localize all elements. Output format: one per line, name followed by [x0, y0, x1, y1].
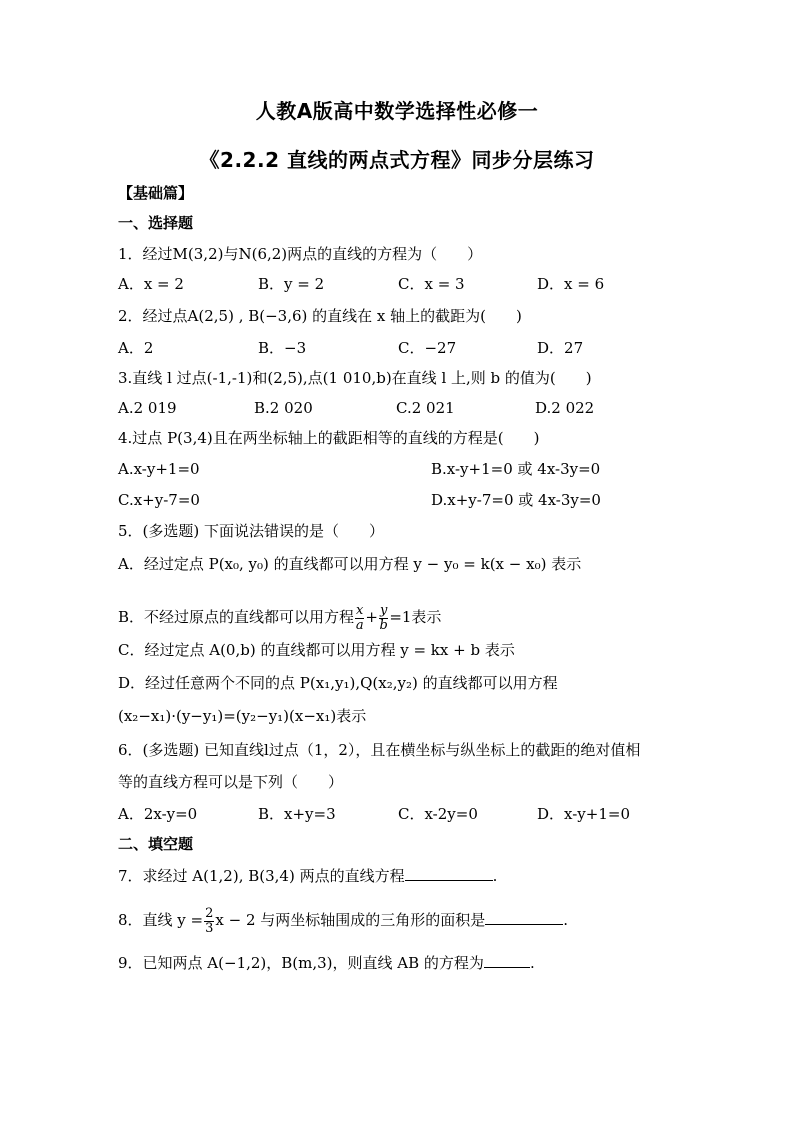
- q5-option-c: C．经过定点 A(0,b) 的直线都可以用方程 y = kx + b 表示: [118, 641, 515, 659]
- q6-option-c: C．x-2y=0: [398, 805, 478, 823]
- q3-option-c: C.2 021: [396, 399, 455, 417]
- q3-option-b: B.2 020: [254, 399, 313, 417]
- q2-option-d: D．27: [537, 339, 584, 357]
- q4-option-d: D.x+y-7=0 或 4x-3y=0: [431, 491, 601, 509]
- q7-end: .: [492, 867, 498, 885]
- part1-heading: 一、选择题: [118, 214, 194, 232]
- q6-stem-line2: 等的直线方程可以是下列（ ）: [118, 773, 344, 791]
- q8-prefix: 8．直线 y =: [118, 911, 204, 929]
- section-basic-heading: 【基础篇】: [118, 184, 194, 202]
- q9-stem: 9．已知两点 A(−1,2)，B(m,3)，则直线 AB 的方程为: [118, 954, 484, 972]
- q5-option-b-prefix: B．不经过原点的直线都可以用方程: [118, 608, 355, 626]
- q5-option-d-line2: (x₂−x₁)·(y−y₁)=(y₂−y₁)(x−x₁)表示: [118, 707, 367, 725]
- q5-option-a: A．经过定点 P(x₀, y₀) 的直线都可以用方程 y − y₀ = k(x − x₀) 表示: [118, 555, 582, 573]
- fraction-x-over-a: $\frac{x}{a}$: [355, 602, 364, 633]
- doc-title: 人教A版高中数学选择性必修一: [255, 99, 539, 123]
- q4-option-a: A.x-y+1=0: [118, 460, 200, 478]
- q2-stem: 2．经过点A(2,5) , B(−3,6) 的直线在 x 轴上的截距为( ): [118, 307, 522, 325]
- q7-line: [118, 866, 497, 886]
- q8-line: [118, 900, 568, 940]
- part2-heading: 二、填空题: [118, 835, 194, 853]
- q3-option-d: D.2 022: [535, 399, 595, 417]
- q2-option-b: B．−3: [258, 339, 307, 357]
- q6-option-a: A．2x-y=0: [118, 805, 198, 823]
- q2-option-c: C．−27: [398, 339, 457, 357]
- q7-answer-blank: [405, 866, 493, 881]
- q2-option-a: A．2: [118, 339, 154, 357]
- q7-stem: 7．求经过 A(1,2), B(3,4) 两点的直线方程: [118, 867, 405, 885]
- q5-option-b-suffix: =1表示: [389, 608, 442, 626]
- q1-option-d: D．x = 6: [537, 275, 605, 293]
- q9-line: [118, 953, 535, 973]
- q1-option-c: C．x = 3: [398, 275, 465, 293]
- q8-end: .: [563, 911, 569, 929]
- q5-option-d-line1: D．经过任意两个不同的点 P(x₁,y₁),Q(x₂,y₂) 的直线都可以用方程: [118, 674, 558, 692]
- q5-option-b: B．不经过原点的直线都可以用方程 $\frac{x}{a}$ + $\frac{y}{b}$ =1表示: [118, 602, 442, 633]
- q1-option-b: B．y = 2: [258, 275, 325, 293]
- q6-option-b: B．x+y=3: [258, 805, 336, 823]
- doc-subtitle: 《2.2.2 直线的两点式方程》同步分层练习: [199, 148, 595, 172]
- q1-stem: 1．经过M(3,2)与N(6,2)两点的直线的方程为（ ）: [118, 245, 483, 263]
- q4-stem: 4.过点 P(3,4)且在两坐标轴上的截距相等的直线的方程是( ): [118, 429, 540, 447]
- q4-option-b: B.x-y+1=0 或 4x-3y=0: [431, 460, 601, 478]
- q8-answer-blank: [485, 910, 563, 925]
- q6-option-d: D．x-y+1=0: [537, 805, 630, 823]
- q4-option-c: C.x+y-7=0: [118, 491, 200, 509]
- q9-answer-blank: [484, 953, 530, 968]
- q1-option-a: A．x = 2: [118, 275, 184, 293]
- q8-middle: x − 2 与两坐标轴围成的三角形的面积是: [215, 911, 486, 929]
- fraction-2-over-3: $\frac{2}{3}$: [205, 905, 214, 936]
- q5-stem: 5．(多选题) 下面说法错误的是（ ）: [118, 522, 385, 540]
- fraction-y-over-b: $\frac{y}{b}$: [379, 602, 388, 633]
- q3-stem: 3.直线 l 过点(-1,-1)和(2,5),点(1 010,b)在直线 l 上,则 b 的值为( ): [118, 369, 592, 387]
- q3-option-a: A.2 019: [118, 399, 177, 417]
- q6-stem-line1: 6．(多选题) 已知直线l过点（1，2），且在横坐标与纵坐标上的截距的绝对值相: [118, 741, 641, 759]
- q9-end: .: [529, 954, 535, 972]
